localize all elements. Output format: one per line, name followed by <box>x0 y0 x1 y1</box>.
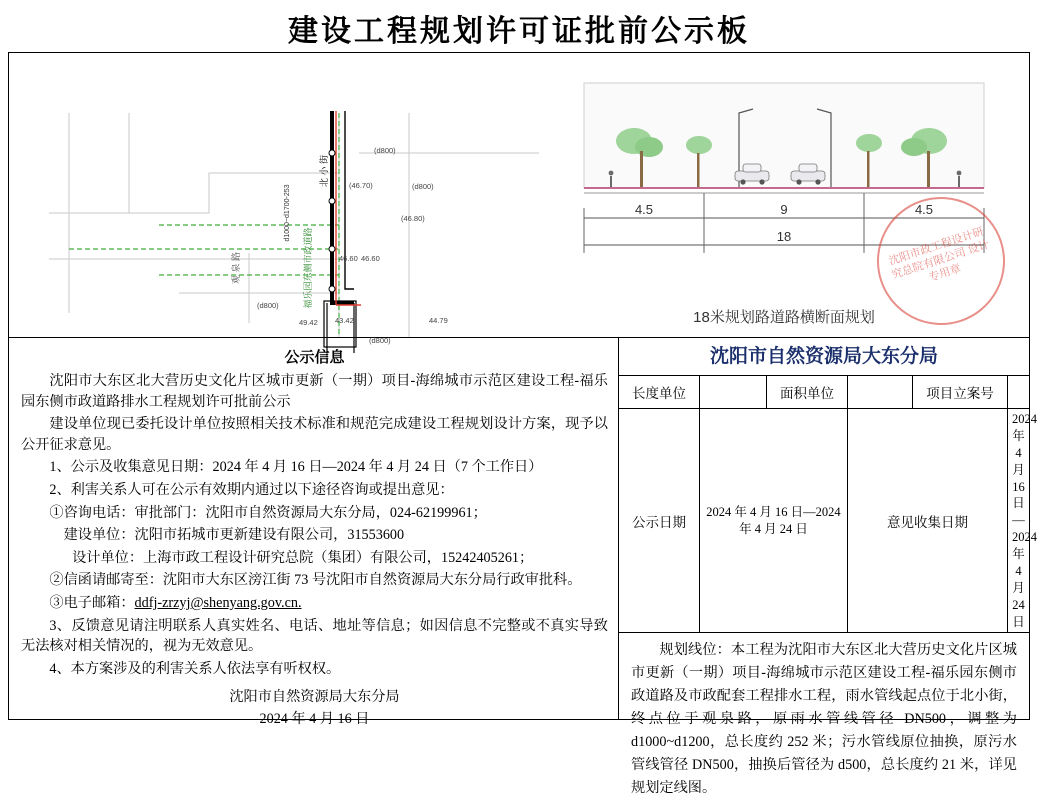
notice-column <box>9 338 619 727</box>
publicity-date-label: 公示日期 <box>619 409 700 633</box>
cross-section-caption: 18米规划路道路横断面规划 <box>693 309 875 326</box>
svg-text:9: 9 <box>780 202 788 217</box>
notice-item-2: 2、利害关系人可在公示有效期内通过以下途径咨询或提出意见： <box>49 481 454 498</box>
svg-text:(46.80): (46.80) <box>401 214 425 223</box>
svg-text:43.42: 43.42 <box>335 316 354 325</box>
publicity-date-value: 2024 年 4 月 16 日—2024 年 4 月 24 日 <box>700 409 848 633</box>
svg-text:46.60: 46.60 <box>361 254 380 263</box>
area-unit-label: 面积单位 <box>767 376 848 409</box>
svg-text:4.5: 4.5 <box>634 202 654 217</box>
planning-description: 规划线位：本工程为沈阳市大东区北大营历史文化片区城市更新（一期）项目-海绵城市示范区建设工程-福乐园东侧市政道路及市政配套工程排水工程，雨水管线起点位于北小街，终点位于观泉路，原雨水管线管径 DN500，调整为 d1000~d1200，总长度约 252 米；污水管线原位抽换，原污水管线管径 DN500，抽换后管径为 d500，总长度约 21 米，详见规划定线图。 <box>631 642 1017 797</box>
notice-item-1: 1、公示及收集意见日期：2024 年 4 月 16 日—2024 年 4 月 24 日（7 个工作日） <box>49 459 543 476</box>
opinion-collection-date-value: 2024 年 4 月 16 日—2024 年 4 月 24 日 <box>1008 409 1030 633</box>
svg-text:44.79: 44.79 <box>429 316 448 325</box>
project-case-no-label: 项目立案号 <box>913 376 1008 409</box>
svg-text:(d800): (d800) <box>412 182 434 191</box>
signature-date: 2024 年 4 月 16 日 <box>259 710 370 727</box>
svg-text:北 小 街: 北 小 街 <box>319 154 329 188</box>
notice-item-4: 4、本方案涉及的利害关系人依法享有听权权。 <box>49 660 341 677</box>
notice-paragraph-1: 沈阳市大东区北大营历史文化片区城市更新（一期）项目-海绵城市示范区建设工程-福乐园东侧市政道路排水工程规划许可批前公示 <box>21 373 608 410</box>
contact-email-link[interactable]: ddfj-zrzyj@shenyang.gov.cn. <box>134 594 302 611</box>
project-case-no-value[interactable] <box>1008 376 1030 409</box>
table-row <box>619 376 1029 409</box>
bureau-name: 沈阳市自然资源局大东分局 <box>619 338 1029 376</box>
svg-text:(d800): (d800) <box>369 336 391 345</box>
road-cross-section <box>539 53 1029 337</box>
opinion-collection-date-label: 意见收集日期 <box>848 409 1008 633</box>
svg-text:(d800): (d800) <box>374 146 396 155</box>
svg-text:(46.70): (46.70) <box>349 181 373 190</box>
bureau-meta-table <box>619 376 1037 633</box>
site-plan-map <box>9 53 539 345</box>
email-label: ③电子邮箱： <box>49 594 135 611</box>
site-plan-svg <box>9 53 539 345</box>
svg-text:46.60: 46.60 <box>339 254 358 263</box>
length-unit-value[interactable] <box>700 376 767 409</box>
notice-item-2-sub-1: ①咨询电话：审批部门：沈阳市自然资源局大东分局，024-62199961； <box>49 504 487 521</box>
bureau-column <box>619 338 1037 797</box>
notice-item-2-sub-1c: 设计单位：上海市政工程设计研究总院（集团）有限公司，15242405261； <box>72 549 534 566</box>
content-frame <box>8 52 1037 797</box>
page-title: 建设工程规划许可证批前公示板 <box>288 15 750 48</box>
notice-item-2-sub-3 <box>21 593 608 614</box>
svg-text:49.42: 49.42 <box>299 318 318 327</box>
notice-item-2-sub-2: ②信函请邮寄至：沈阳市大东区滂江街 73 号沈阳市自然资源局大东分局行政审批科。 <box>49 572 582 589</box>
drawings-row <box>9 53 1029 345</box>
notice-item-2-sub-1b: 建设单位：沈阳市拓城市更新建设有限公司，31553600 <box>63 527 405 544</box>
table-row <box>619 409 1029 633</box>
notice-signature <box>21 687 608 730</box>
design-company-seal: 沈阳市政工程设计研究总院有限公司 设计专用章 <box>860 180 1021 341</box>
bottom-row <box>9 338 1037 797</box>
area-unit-value[interactable] <box>848 376 913 409</box>
signature-organization: 沈阳市自然资源局大东分局 <box>229 689 400 706</box>
length-unit-label: 长度单位 <box>619 376 700 409</box>
svg-text:(d800): (d800) <box>257 301 279 310</box>
svg-text:18: 18 <box>776 229 792 244</box>
notice-paragraph-2: 建设单位现已委托设计单位按照相关技术标准和规范完成建设工程规划设计方案，现予以公开征求意见。 <box>21 416 608 453</box>
notice-item-3: 3、反馈意见请注明联系人真实姓名、电话、地址等信息；如因信息不完整或不真实导致无法核对相关情况的，视为无效意见。 <box>21 617 608 655</box>
svg-text:d1000~d1700-253: d1000~d1700-253 <box>284 184 291 242</box>
svg-text:福乐园东侧市政道路: 福乐园东侧市政道路 <box>303 227 313 309</box>
svg-text:4.5: 4.5 <box>914 202 934 217</box>
notice-heading: 公示信息 <box>284 349 345 366</box>
svg-text:观 泉 路: 观 泉 路 <box>231 251 241 285</box>
